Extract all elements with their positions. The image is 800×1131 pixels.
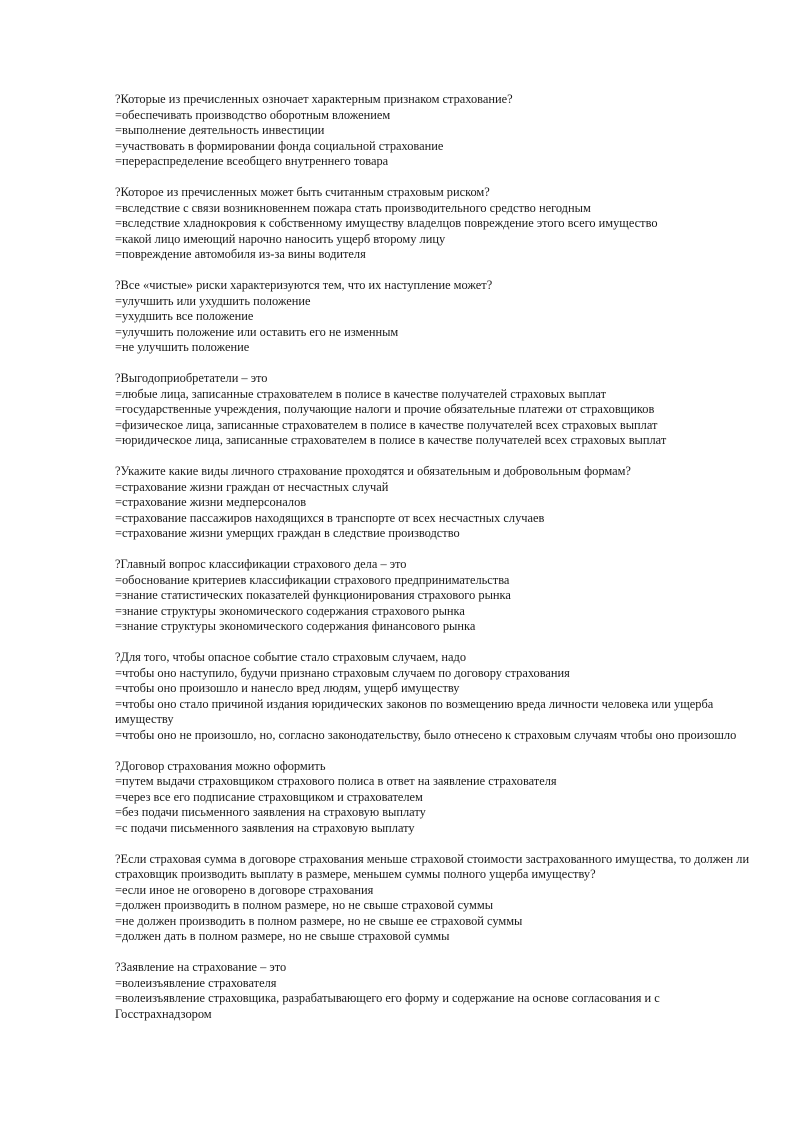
answer-option: =должен дать в полном размере, но не свыше страховой суммы (115, 929, 450, 943)
question-block (115, 960, 755, 1022)
answer-option: =волеизъявление страховщика, разрабатывающего его форму и содержание на основе согласования и с Госстрахнадзором (115, 991, 660, 1021)
question-block (115, 92, 755, 170)
answer-option: =через все его подписание страховщиком и страхователем (115, 789, 423, 804)
answer-option: =участвовать в формировании фонда социальной страхование (115, 138, 444, 153)
question-block (115, 464, 755, 542)
answer-option: =знание статистических показателей функционирования страхового рынка (115, 588, 511, 602)
question-block (115, 759, 755, 837)
question-text: ?Которые из пречисленных озночает характерным признаком страхование? (115, 92, 513, 106)
answer-option: =ухудшить все положение (115, 309, 254, 323)
answer-option: =чтобы оно наступило, будучи признано страховым случаем по договору страхования (115, 665, 570, 680)
question-block (115, 852, 755, 945)
answer-option: =знание структуры экономического содержания финансового рынка (115, 619, 476, 633)
answer-option: =юридическое лица, записанные страхователем в полисе в качестве получателей всех страховых выплат (115, 433, 667, 447)
question-text: ?Договор страхования можно оформить (115, 758, 326, 773)
answer-option: =с подачи письменного заявления на страховую выплату (115, 820, 415, 835)
answer-option: =не улучшить положение (115, 340, 250, 354)
answer-option: =любые лица, записанные страхователем в полисе в качестве получателей страховых выплат (115, 386, 606, 401)
answer-option: =перераспределение всеобщего внутреннего товара (115, 154, 389, 168)
answer-option: =волеизъявление страхователя (115, 975, 277, 990)
answer-option: =вследствие хладнокровия к собственному имуществу владелцов повреждение этого всего имущество (115, 216, 658, 230)
answer-option: =должен производить в полном размере, но не свыше страховой суммы (115, 898, 494, 912)
answer-option: =без подачи письменного заявления на страховую выплату (115, 805, 426, 819)
question-block (115, 650, 755, 743)
answer-option: =выполнение деятельность инвестиции (115, 123, 325, 137)
answer-option: =улучшить положение или оставить его не изменным (115, 324, 399, 339)
question-text: ?Для того, чтобы опасное событие стало страховым случаем, надо (115, 650, 467, 664)
question-text: ?Выгодоприобретатели – это (115, 371, 268, 385)
question-text: ?Главный вопрос классификации страхового дела – это (115, 557, 407, 571)
answer-option: =чтобы оно стало причиной издания юридических законов по возмещению вреда личности человека или ущерба имуществу (115, 696, 714, 726)
answer-option: =улучшить или ухудшить положение (115, 293, 311, 308)
answer-option: =страхование пассажиров находящихся в транспорте от всех несчастных случаев (115, 510, 545, 525)
question-block (115, 278, 755, 356)
answer-option: =вследствие с связи возникновеннем пожара стать производительного средство негодным (115, 200, 591, 215)
answer-option: =обеспечивать производство оборотным вложением (115, 107, 391, 122)
answer-option: =страхование жизни медперсоналов (115, 495, 307, 509)
answer-option: =чтобы оно произошло и нанесло вред людям, ущерб имуществу (115, 681, 460, 695)
answer-option: =знание структуры экономического содержания страхового рынка (115, 603, 465, 618)
answer-option: =не должен производить в полном размере, но не свыше ее страховой суммы (115, 913, 523, 928)
question-text: ?Если страховая сумма в договоре страхования меньше страховой стоимости застрахованного имущества, то должен ли страховщик производить выплату в размере, меньшем суммы полного ущерба имуществу? (115, 851, 750, 881)
answer-option: =государственные учреждения, получающие налоги и прочие обязательные платежи от страховщиков (115, 402, 655, 416)
question-block (115, 557, 755, 635)
answer-option: =физическое лица, записанные страхователем в полисе в качестве получателей всех страховых выплат (115, 417, 658, 432)
answer-option: =какой лицо имеющий нарочно наносить ущерб второму лицу (115, 231, 446, 246)
question-block (115, 371, 755, 449)
answer-option: =чтобы оно не произошло, но, согласно законодательству, было отнесено к страховым случаям чтобы оно произошло (115, 727, 737, 742)
answer-option: =путем выдачи страховщиком страхового полиса в ответ на заявление страхователя (115, 774, 557, 788)
question-text: ?Заявление на страхование – это (115, 960, 287, 974)
question-list (115, 92, 755, 1038)
question-block (115, 185, 755, 263)
answer-option: =если иное не оговорено в договоре страхования (115, 882, 374, 897)
answer-option: =обоснование критериев классификации страхового предпринимательства (115, 572, 510, 587)
question-text: ?Укажите какие виды личного страхование проходятся и обязательным и добровольным формам? (115, 464, 631, 478)
question-text: ?Которое из пречисленных может быть считанным страховым риском? (115, 185, 490, 199)
answer-option: =повреждение автомобиля из-за вины водителя (115, 247, 366, 261)
answer-option: =страхование жизни граждан от несчастных случай (115, 479, 389, 494)
question-text: ?Все «чистые» риски характеризуются тем, что их наступление может? (115, 278, 493, 292)
answer-option: =страхование жизни умерщих граждан в следствие производство (115, 526, 460, 540)
